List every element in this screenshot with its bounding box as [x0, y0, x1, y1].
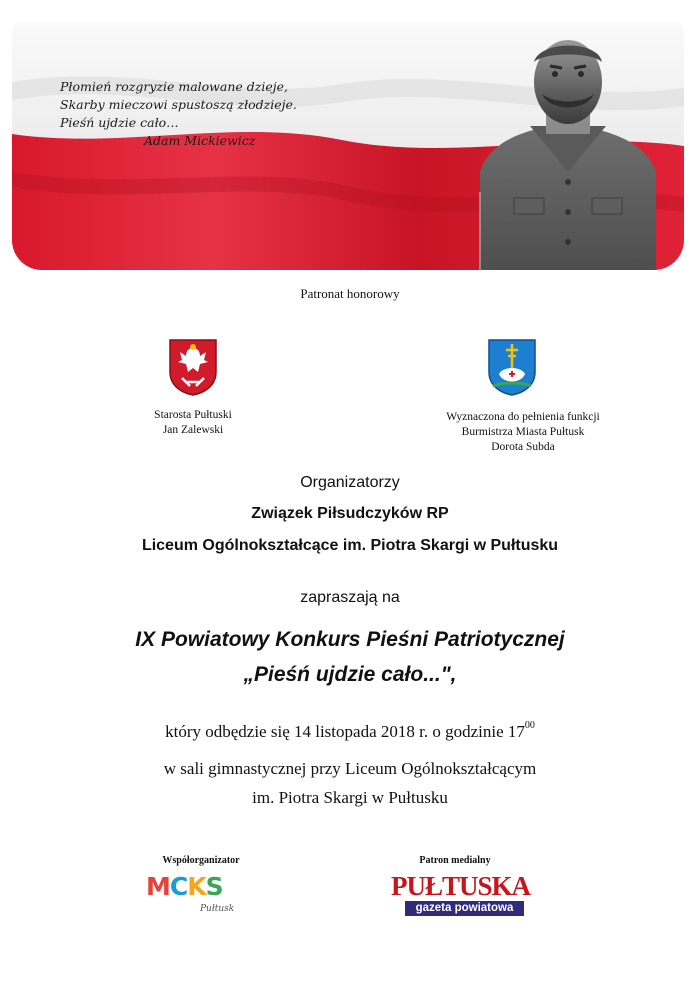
gazeta-powiatowa-logo — [391, 871, 531, 917]
event-location-line1: w sali gimnastycznej przy Liceum Ogólnokształcącym — [163, 759, 537, 778]
event-date — [0, 720, 700, 742]
organizers-label: Organizatorzy — [300, 474, 400, 491]
event-hour-minutes: 00 — [524, 720, 535, 731]
signer-right-name: Dorota Subda — [491, 441, 555, 453]
poem-line-1: Płomień rozgryzie malowane dzieje, — [60, 79, 288, 94]
banner — [12, 22, 684, 270]
signer-left-name: Jan Zalewski — [162, 424, 224, 436]
poem-author: Adam Mickiewicz — [144, 133, 256, 148]
event-location-line2: im. Piotra Skargi w Pułtusku — [252, 788, 448, 807]
contest-title: IX Powiatowy Konkurs Pieśni Patriotycznej — [135, 628, 565, 651]
gazeta-logo-title: PUŁTUSKA — [391, 871, 531, 901]
coorganizer-label: Współorganizator — [162, 855, 240, 866]
pultusk-coat-of-arms-icon — [487, 338, 537, 396]
mcks-letter-k: K — [187, 872, 206, 901]
gazeta-logo-bar: gazeta powiatowa — [405, 901, 524, 916]
signer-left — [108, 408, 278, 438]
organizer-1: Związek Piłsudczyków RP — [251, 505, 449, 522]
mcks-letter-s: S — [205, 872, 223, 901]
contest-subtitle: „Pieśń ujdzie cało...", — [243, 663, 457, 686]
event-date-text: który odbędzie się 14 listopada 2018 r. o godzinie 17 — [165, 722, 525, 741]
mcks-letter-c: C — [169, 872, 188, 901]
poem-line-2: Skarby mieczowi spustoszą złodzieje. — [60, 97, 297, 112]
signer-right-line2: Burmistrza Miasta Pułtusk — [461, 426, 585, 438]
organizer-2: Liceum Ogólnokształcące im. Piotra Skargi w Pułtusku — [141, 537, 559, 554]
media-patron-label: Patron medialny — [419, 855, 491, 866]
mcks-logo — [146, 872, 256, 922]
signer-right — [418, 410, 628, 455]
signer-right-line1: Wyznaczona do pełnienia funkcji — [446, 411, 600, 423]
patronage-label: Patronat honorowy — [300, 286, 400, 301]
mcks-logo-subtitle: Pułtusk — [200, 904, 235, 914]
powiat-coat-of-arms-icon — [168, 338, 218, 396]
poem-quote — [60, 78, 297, 150]
poem-line-3: Pieśń ujdzie cało… — [60, 115, 179, 130]
invite-text: zapraszają na — [300, 589, 400, 606]
signer-left-title: Starosta Pułtuski — [154, 409, 232, 421]
mcks-letter-m: M — [146, 872, 170, 901]
